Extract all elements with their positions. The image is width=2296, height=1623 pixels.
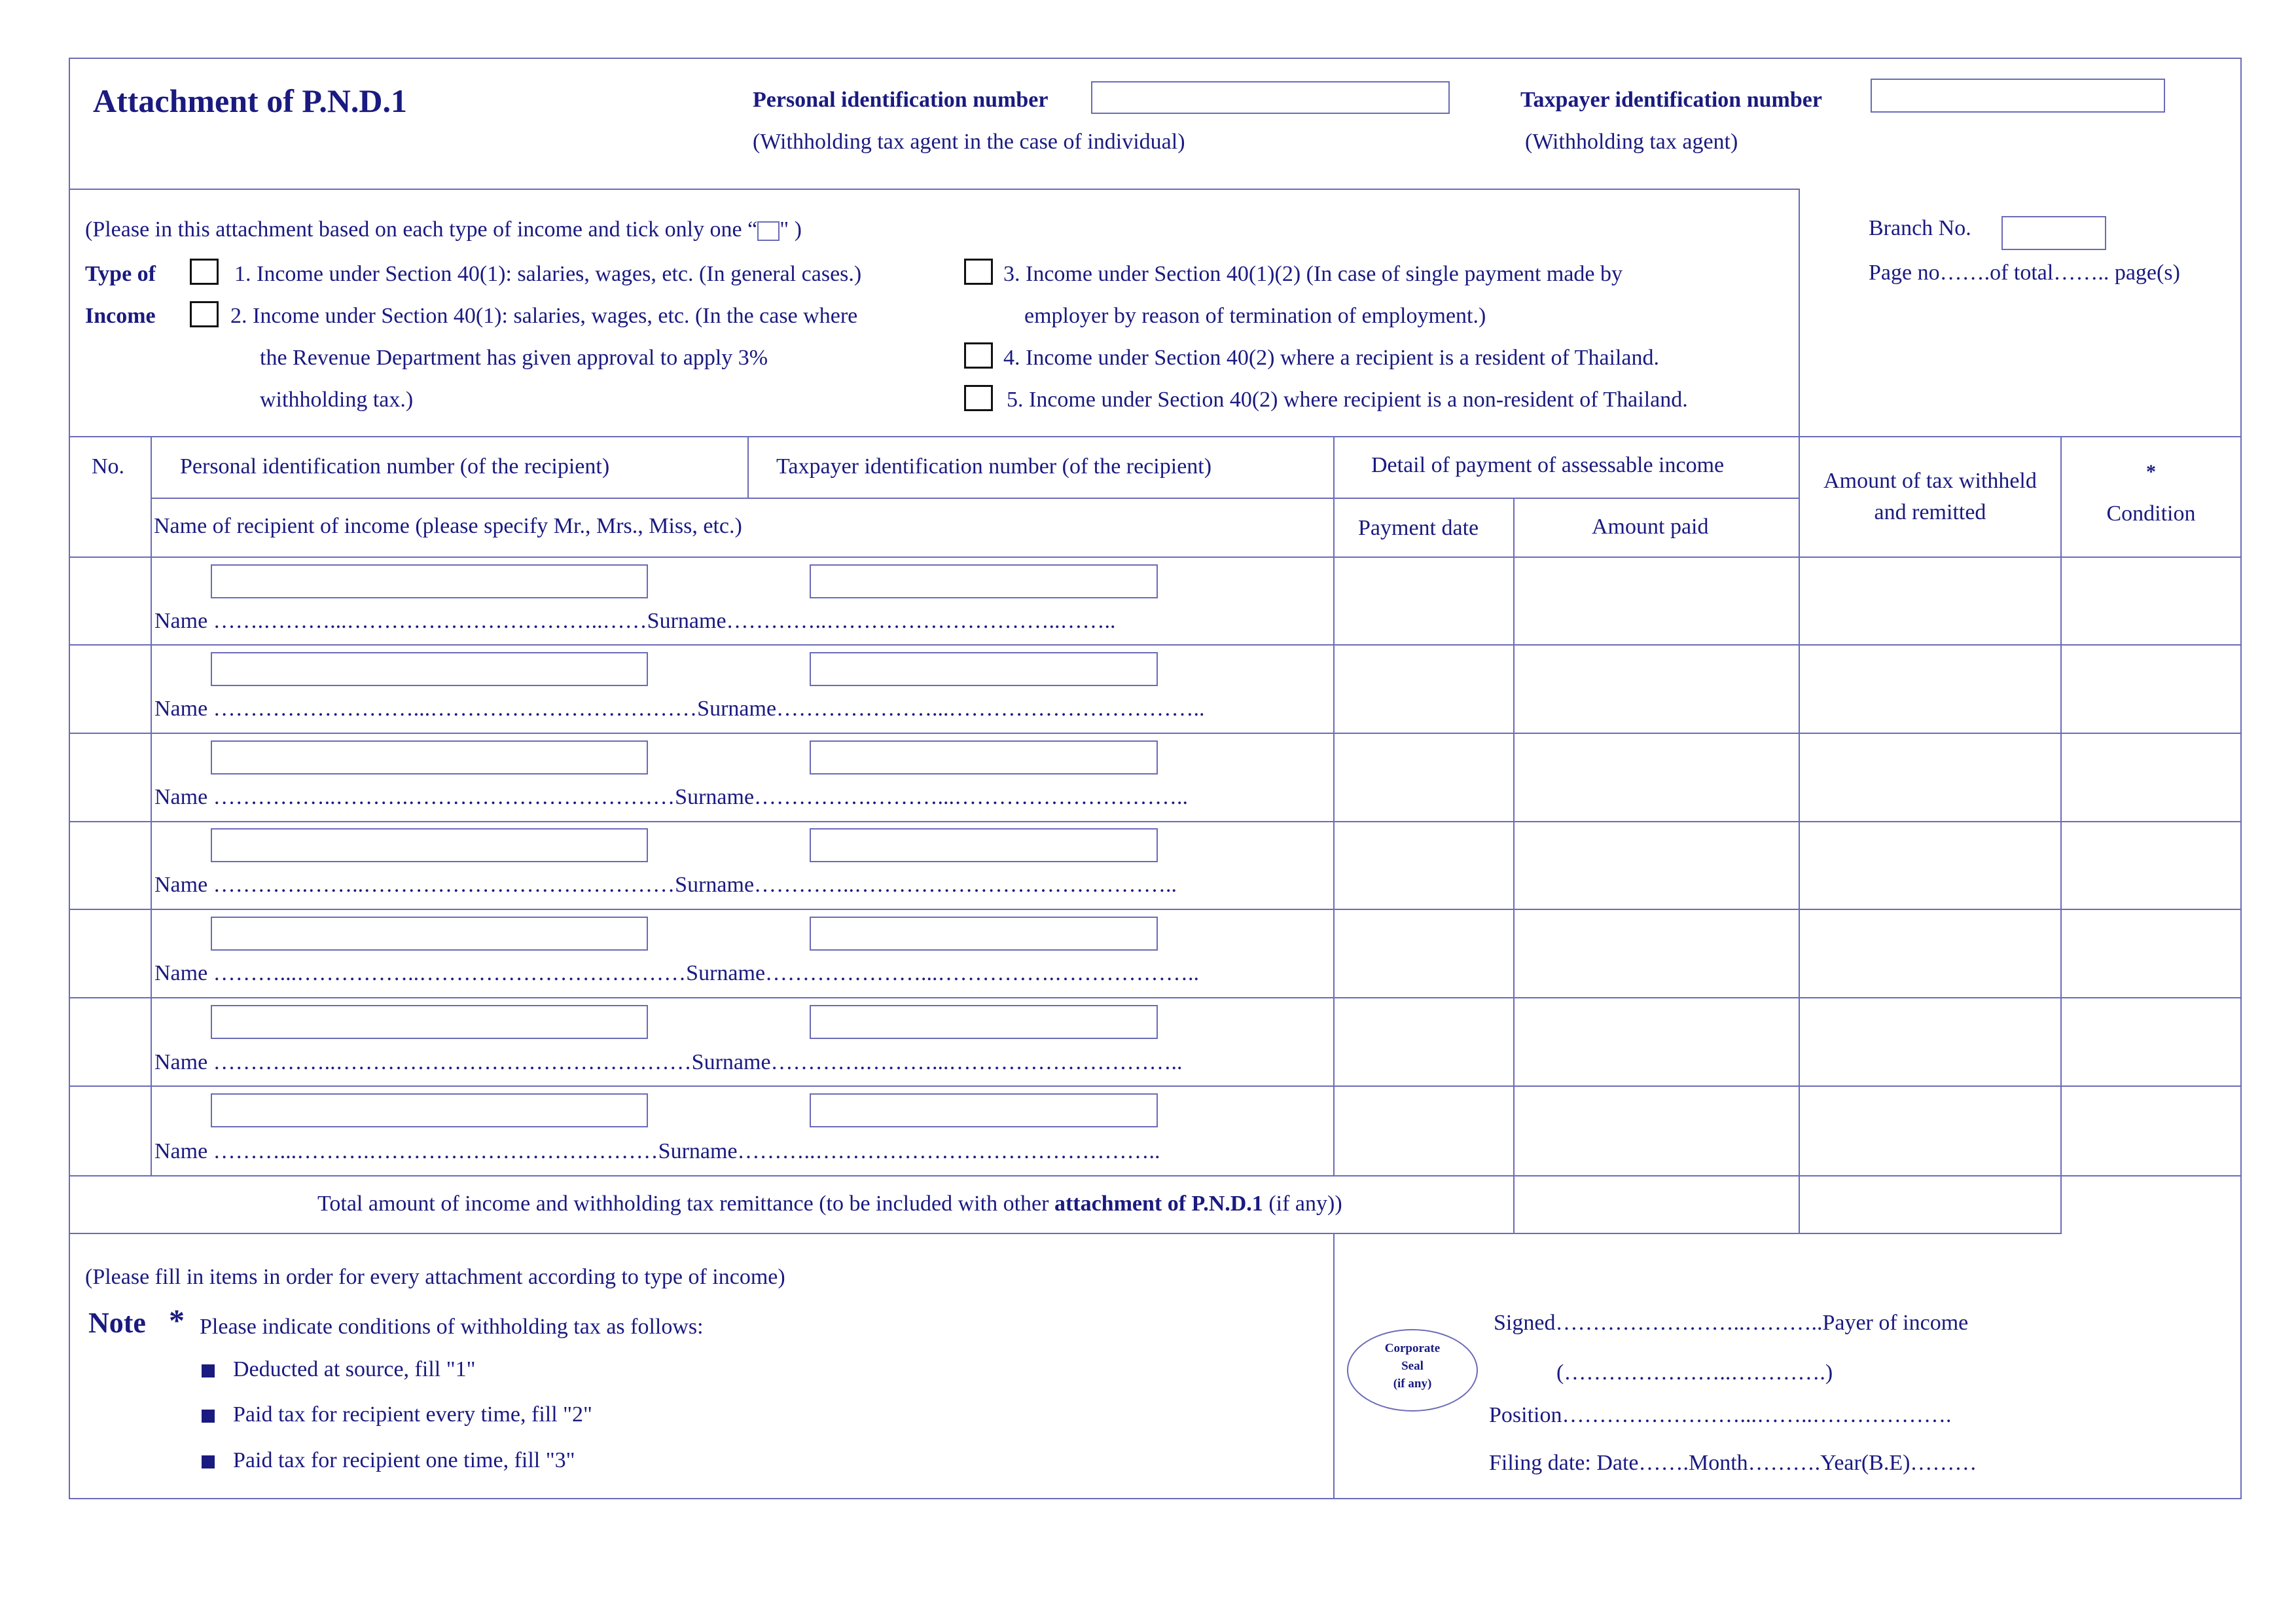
pin-sublabel: (Withholding tax agent in the case of individual) [753, 130, 1185, 154]
recipient-name-line[interactable]: Name …….………...……………………………..……Surname…………..…………………………..…….. [154, 609, 1116, 633]
instruction-suffix: " ) [780, 217, 802, 242]
recipient-name-line[interactable]: Name ……………..…………………………………………Surname………….………...………………………….. [154, 1050, 1183, 1074]
income-type-2-label-l1: 2. Income under Section 40(1): salaries, wages, etc. (In the case where [230, 304, 858, 328]
note-item-3-text: Paid tax for recipient one time, fill "3" [233, 1448, 575, 1472]
col-amount-paid: Amount paid [1592, 515, 1709, 539]
form-title: Attachment of P.N.D.1 [93, 82, 408, 119]
note-item-2-text: Paid tax for recipient every time, fill "2" [233, 1402, 592, 1427]
total-prefix: Total amount of income and withholding tax remittance (to be included with other [317, 1192, 1054, 1216]
income-instruction [85, 217, 802, 242]
tick-box-icon [757, 221, 780, 241]
col-payment-detail: Detail of payment of assessable income [1371, 453, 1725, 477]
income-type-4-checkbox[interactable] [964, 342, 993, 369]
signer-name-line[interactable]: (…………………..………….) [1556, 1360, 1833, 1385]
col-tax-withheld: Amount of tax withheld [1823, 469, 2037, 493]
square-bullet-icon [202, 1455, 215, 1468]
income-type-4-label: 4. Income under Section 40(2) where a recipient is a resident of Thailand. [1003, 346, 1660, 370]
income-type-2-label-l3: withholding tax.) [260, 388, 414, 412]
note-item-1 [202, 1357, 475, 1382]
branch-input[interactable] [2001, 216, 2106, 250]
recipient-name-line[interactable]: Name ………...……….…………………………………Surname………..……………………………………….. [154, 1139, 1160, 1163]
note-text: Please indicate conditions of withholding tax as follows: [200, 1315, 704, 1339]
col-condition: Condition [2106, 501, 2196, 526]
recipient-pin-input[interactable] [211, 1005, 648, 1039]
income-type-2-checkbox[interactable] [190, 301, 219, 327]
square-bullet-icon [202, 1364, 215, 1377]
pin-label: Personal identification number [753, 88, 1049, 112]
income-type-3-checkbox[interactable] [964, 259, 993, 285]
income-type-2-label-l2: the Revenue Department has given approval to apply 3% [260, 346, 768, 370]
seal-line-3: (if any) [1393, 1377, 1432, 1391]
instruction-prefix: (Please in this attachment based on each type of income and tick only one “ [85, 217, 758, 242]
col-tax-remitted: and remitted [1874, 500, 1986, 524]
square-bullet-icon [202, 1410, 215, 1423]
note-item-2 [202, 1402, 592, 1427]
position-line[interactable]: Position……………………...……..………………. [1489, 1403, 1952, 1427]
recipient-name-line[interactable]: Name ………….……..……………………………………Surname…………..…………………………………….. [154, 873, 1177, 897]
total-suffix: (if any)) [1263, 1192, 1342, 1216]
seal-line-2: Seal [1401, 1359, 1424, 1373]
recipient-tin-input[interactable] [810, 917, 1158, 951]
condition-star: * [2146, 461, 2156, 483]
recipient-tin-input[interactable] [810, 1005, 1158, 1039]
tin-label: Taxpayer identification number [1520, 88, 1822, 112]
fill-instruction: (Please fill in items in order for every attachment according to type of income) [85, 1265, 785, 1289]
recipient-tin-input[interactable] [810, 564, 1158, 598]
agent-tin-input[interactable] [1871, 79, 2165, 113]
seal-line-1: Corporate [1384, 1341, 1441, 1355]
income-label: Income [85, 304, 156, 328]
income-type-5-label: 5. Income under Section 40(2) where recipient is a non-resident of Thailand. [1007, 388, 1688, 412]
page-number-label: Page no…….of total…….. page(s) [1869, 261, 2180, 285]
recipient-pin-input[interactable] [211, 917, 648, 951]
note-label: Note [88, 1307, 146, 1339]
tin-sublabel: (Withholding tax agent) [1525, 130, 1738, 154]
income-type-3-label-l2: employer by reason of termination of employment.) [1024, 304, 1486, 328]
col-recipient-name: Name of recipient of income (please specify Mr., Mrs., Miss, etc.) [154, 514, 742, 538]
note-item-1-text: Deducted at source, fill "1" [233, 1357, 476, 1381]
recipient-pin-input[interactable] [211, 564, 648, 598]
note-star: * [169, 1304, 185, 1338]
corporate-seal [1347, 1329, 1478, 1412]
note-item-3 [202, 1448, 575, 1473]
recipient-tin-input[interactable] [810, 740, 1158, 775]
recipient-pin-input[interactable] [211, 828, 648, 862]
type-of-label: Type of [85, 262, 156, 286]
recipient-pin-input[interactable] [211, 1093, 648, 1127]
recipient-name-line[interactable]: Name ………………………...………………………………Surname…………………...…………………………….. [154, 697, 1205, 721]
recipient-name-line[interactable]: Name ………...……………..………………………………Surname…………………...…………….……………….. [154, 961, 1200, 985]
recipient-tin-input[interactable] [810, 1093, 1158, 1127]
income-type-3-label-l1: 3. Income under Section 40(1)(2) (In case of single payment made by [1003, 262, 1623, 286]
recipient-tin-input[interactable] [810, 652, 1158, 686]
income-type-5-checkbox[interactable] [964, 385, 993, 411]
col-recipient-pin: Personal identification number (of the recipient) [180, 454, 610, 479]
signed-line[interactable]: Signed……………………..………..Payer of income [1494, 1311, 1969, 1335]
recipient-tin-input[interactable] [810, 828, 1158, 862]
total-bold: attachment of P.N.D.1 [1054, 1192, 1263, 1216]
agent-pin-input[interactable] [1091, 81, 1450, 114]
col-recipient-tin: Taxpayer identification number (of the recipient) [776, 454, 1212, 479]
branch-label: Branch No. [1869, 216, 1971, 240]
recipient-pin-input[interactable] [211, 652, 648, 686]
income-type-1-label: 1. Income under Section 40(1): salaries, wages, etc. (In general cases.) [234, 262, 862, 286]
col-no: No. [92, 454, 125, 479]
recipient-pin-input[interactable] [211, 740, 648, 775]
filing-date-line[interactable]: Filing date: Date…….Month……….Year(B.E)……… [1489, 1451, 1977, 1475]
income-type-1-checkbox[interactable] [190, 259, 219, 285]
col-payment-date: Payment date [1358, 516, 1479, 540]
total-row-label [317, 1192, 1342, 1216]
recipient-name-line[interactable]: Name ……………..……….………………………………Surname…………….………...………………………….. [154, 785, 1189, 809]
